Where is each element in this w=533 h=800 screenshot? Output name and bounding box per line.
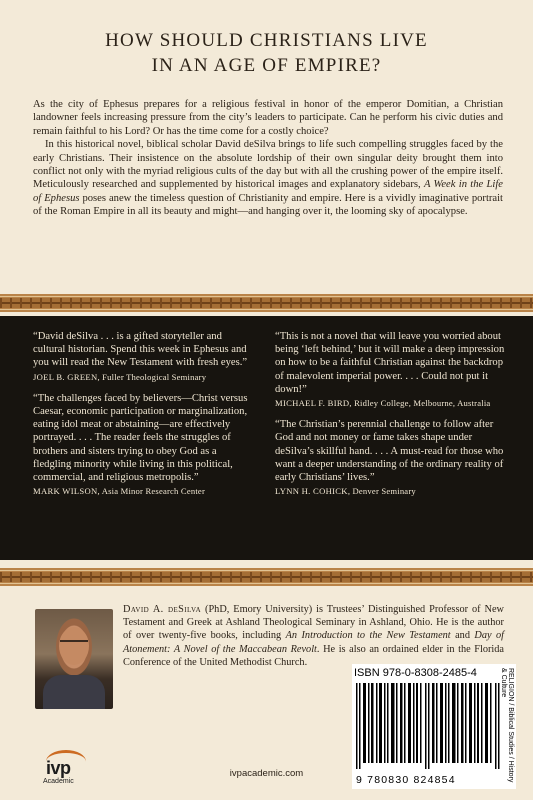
endorser-affiliation: , Fuller Theological Seminary xyxy=(97,371,207,382)
endorser-name: MARK WILSON xyxy=(33,486,98,497)
bio-text: . He is also an ordained elder in the Florida Conference of the United Methodist Church. xyxy=(123,643,505,668)
publisher-logo-mark: ivp xyxy=(46,758,71,778)
headline-line-1: HOW SHOULD CHRISTIANS LIVE xyxy=(105,30,428,51)
endorser-affiliation: , Asia Minor Research Center xyxy=(97,486,206,497)
endorser-name: JOEL B. GREEN xyxy=(33,371,98,382)
endorser-name: MICHAEL F. BIRD xyxy=(275,398,350,409)
description-paragraph-2 xyxy=(33,138,503,218)
endorsement-text: “The Christian’s perennial challenge to follow after God and not money or fame takes shape under deSilva’s skillful hand. . . . A must-read for those who want a deeper understanding of the ordinary reality of early Christians’ lives.” xyxy=(275,419,504,484)
endorsement-attribution xyxy=(275,485,505,498)
book-title: A Week in the Life of Ephesus xyxy=(33,179,504,204)
endorsement xyxy=(275,330,505,410)
publisher-logo-sub: Academic xyxy=(43,778,74,785)
barcode-icon xyxy=(356,683,500,769)
endorsement xyxy=(275,418,505,498)
bio-text: and xyxy=(450,630,475,642)
endorsements-panel xyxy=(0,316,533,560)
endorsement-attribution xyxy=(33,485,255,498)
description xyxy=(33,98,503,219)
bio-text: (PhD, Emory University) is Trustees’ Distinguished Professor of New Testament and Greek at Ashland Theological Seminary in Ashland, Ohio. He is the author of over twenty-five books, including xyxy=(123,604,504,642)
headline-line-2: IN AN AGE OF EMPIRE? xyxy=(151,55,382,76)
book-title: Day of Atonement: A Novel of the Maccabean Revolt xyxy=(123,630,505,655)
author-photo xyxy=(35,609,113,709)
endorsement-text: “This is not a novel that will leave you worried about being ‘left behind,’ but it will make a deep impression on how to be a faithful Christian against the backdrop of malevolent imperial power. . . . Could not put it down!” xyxy=(275,331,505,395)
description-text: In this historical novel, biblical scholar David deSilva brings to life such compelling struggles faced by the early Christians. Their insistence on the absolute lordship of their own singular deity brought them into conflict not only with the myriad religious cults of the day but with all the crushing power of the empire itself. Meticulously researched and supplemented by historical images and explanatory sidebars, xyxy=(33,139,503,191)
endorser-name: LYNN H. COHICK xyxy=(275,486,348,497)
barcode-digits: 9 780830 824854 xyxy=(356,774,456,786)
endorsement-attribution xyxy=(33,371,255,384)
description-text: poses anew the timeless question of Christianity and empire. Here is a vividly imaginative portrait of the Roman Empire in all its beauty and might—and hanging over it, the looming sky of apocalypse. xyxy=(33,192,504,218)
book-title: An Introduction to the New Testament xyxy=(285,630,451,642)
endorser-affiliation: , Denver Seminary xyxy=(347,486,416,497)
author-name: David A. deSilva xyxy=(123,604,202,615)
decorative-border-top xyxy=(0,294,533,312)
decorative-border-bottom xyxy=(0,568,533,586)
subject-category: RELIGION / Biblical Studies / History & Culture xyxy=(500,668,514,783)
endorser-affiliation: , Ridley College, Melbourne, Australia xyxy=(349,398,491,409)
endorsement-attribution xyxy=(275,397,505,410)
endorsements-left-column xyxy=(33,330,255,506)
headline xyxy=(0,28,533,78)
endorsement xyxy=(33,330,255,384)
author-bio xyxy=(123,603,504,669)
description-paragraph-1: As the city of Ephesus prepares for a religious festival in honor of the emperor Domitian, a Christian landowner feels increasing pressure from the city’s leaders to participate. Can he perform his civic duties and remain faithful to his Lord? Or has the time come for a costly choice? xyxy=(33,99,503,137)
endorsement-text: “The challenges faced by believers—Christ versus Caesar, economic participation or marginalization, eating idol meat or abstaining—are effectively portrayed. . . . The reader feels the struggles of brothers and sisters trying to obey God as a fledgling minority while living in this political, commercial, and religious metropolis.” xyxy=(33,392,248,484)
endorsement xyxy=(33,392,255,499)
isbn-label: ISBN 978-0-8308-2485-4 xyxy=(354,667,477,679)
endorsements-right-column xyxy=(275,330,505,506)
endorsement-text: “David deSilva . . . is a gifted storyteller and cultural historian. Spend this week in Ephesus and you will read the New Testament with fresh eyes.” xyxy=(33,331,248,369)
publisher-website: ivpacademic.com xyxy=(229,768,304,779)
